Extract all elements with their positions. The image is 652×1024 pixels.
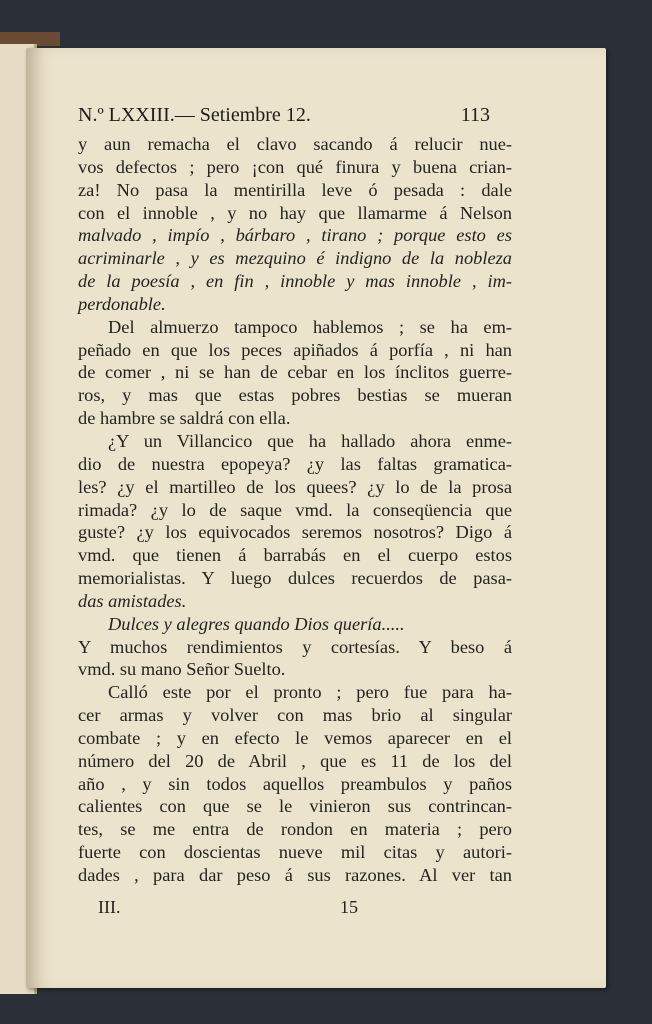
text-line: peñado en que los peces apiñados á porfía , ni han	[78, 339, 512, 360]
text-line: número del 20 de Abril , que es 11 de los del	[78, 750, 512, 771]
text-line: perdonable.	[78, 293, 166, 314]
text-line: guste? ¿y los equivocados seremos nosotros? Digo á	[78, 522, 512, 543]
text-line: vmd. que tienen á barrabás en el cuerpo estos	[78, 545, 512, 566]
text-line: acriminarle , y es mezquino é indigno de la nobleza	[78, 248, 512, 269]
text-line: de comer , ni se han de cebar en los ínclitos guerre-	[78, 362, 512, 383]
text-line: de la poesía , en fin , innoble y mas innoble , im-	[78, 271, 512, 292]
text-line: fuerte con doscientas nueve mil citas y autori-	[78, 842, 512, 863]
page-footer	[98, 897, 358, 918]
text-line: Calló este por el pronto ; pero fue para ha-	[108, 682, 512, 703]
text-line: Dulces y alegres quando Dios quería.....	[108, 613, 405, 634]
header-title: N.º LXXIII.— Setiembre 12.	[78, 104, 311, 126]
text-line: das amistades.	[78, 590, 187, 611]
text-line: dio de nuestra epopeya? ¿y las faltas gramatica-	[78, 453, 512, 474]
text-line: cer armas y volver con mas brio al singular	[78, 705, 512, 726]
text-line: de hambre se saldrá con ella.	[78, 408, 291, 429]
text-line: les? ¿y el martilleo de los quees? ¿y lo de la prosa	[78, 476, 512, 497]
text-line: vos defectos ; pero ¡con qué finura y buena crian-	[78, 156, 512, 177]
text-line: malvado , impío , bárbaro , tirano ; porque esto es	[78, 225, 512, 246]
running-header	[78, 104, 490, 127]
page-number: 113	[460, 104, 490, 126]
text-line: vmd. su mano Señor Suelto.	[78, 659, 286, 680]
signature-mark: III.	[98, 897, 121, 917]
body-text	[78, 133, 512, 887]
text-line: ¿Y un Villancico que ha hallado ahora enme-	[108, 430, 512, 451]
text-line: año , y sin todos aquellos preambulos y paños	[78, 773, 512, 794]
text-line: za! No pasa la mentirilla leve ó pesada : dale	[78, 179, 512, 200]
text-line: con el innoble , y no hay que llamarme á Nelson	[78, 202, 512, 223]
text-line: dades , para dar peso á sus razones. Al ver tan	[78, 865, 512, 885]
text-line: rimada? ¿y lo de saque vmd. la conseqüencia que	[78, 499, 512, 520]
text-line: Y muchos rendimientos y cortesías. Y beso á	[78, 636, 512, 657]
text-line: tes, se me entra de rondon en materia ; pero	[78, 819, 512, 840]
catchword: 15	[340, 897, 358, 917]
text-line: Del almuerzo tampoco hablemos ; se ha em-	[108, 316, 512, 337]
text-line: calientes con que se le vinieron sus contrincan-	[78, 796, 512, 817]
text-line: y aun remacha el clavo sacando á relucir nue-	[78, 134, 512, 154]
text-line: combate ; y en efecto le vemos aparecer en el	[78, 727, 512, 748]
text-line: memorialistas. Y luego dulces recuerdos de pasa-	[78, 568, 512, 589]
text-line: ros, y mas que estas pobres bestias se mueran	[78, 385, 512, 406]
